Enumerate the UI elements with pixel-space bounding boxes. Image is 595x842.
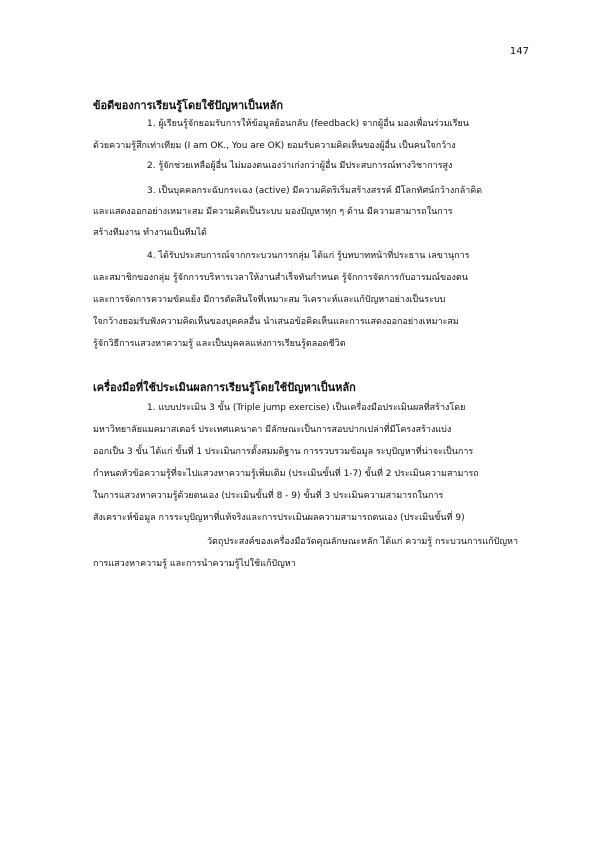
paragraph-line: สร้างทีมงาน ทำงานเป็นทีมได้ [93, 228, 207, 238]
paragraph-line: มหาวิทยาลัยแมคมาสเตอร์ ประเทศแคนาดา มีลักษณะเป็นการสอบปากเปล่าที่มีโครงสร้างแบ่ง [93, 425, 452, 435]
paragraph-line: กำหนดหัวข้อความรู้ที่จะไปแสวงหาความรู้เพิ่มเติม (ประเมินขั้นที่ 1-7) ขั้นที่ 2 ประเมินความสามารถ [93, 469, 479, 479]
paragraph-line: และแสดงออกอย่างเหมาะสม มีความคิดเป็นระบบ มองปัญหาทุก ๆ ด้าน มีความสามารถในการ [93, 207, 453, 217]
paragraph-line: สังเคราะห์ข้อมูล การระบุปัญหาที่แท้จริงและการประเมินผลความสามารถตนเอง (ประเมินขั้นที่ 9) [93, 513, 465, 523]
section-heading-advantages: ข้อดีของการเรียนรู้โดยใช้ปัญหาเป็นหลัก [93, 99, 284, 112]
paragraph-line: ในการแสวงหาความรู้ด้วยตนเอง (ประเมินขั้นที่ 8 - 9) ขั้นที่ 3 ประเมินความสามารถในการ [93, 491, 444, 501]
paragraph-line: วัตถุประสงค์ของเครื่องมือวัดคุณลักษณะหลัก ได้แก่ ความรู้ กระบวนการแก้ปัญหา [207, 537, 518, 547]
paragraph-line: การแสวงหาความรู้ และการนำความรู้ไปใช้แก้ปัญหา [93, 559, 296, 569]
section-heading-assessment-tools: เครื่องมือที่ใช้ประเมินผลการเรียนรู้โดยใช้ปัญหาเป็นหลัก [93, 381, 356, 394]
paragraph-line: 1. แบบประเมิน 3 ขั้น (Triple jump exercise) เป็นเครื่องมือประเมินผลที่สร้างโดย [147, 403, 466, 413]
paragraph-line: ออกเป็น 3 ขั้น ได้แก่ ขั้นที่ 1 ประเมินการตั้งสมมติฐาน การรวบรวมข้อมูล ระบุปัญหาที่น่าจะเป็นการ [93, 447, 474, 457]
paragraph-line: 1. ผู้เรียนรู้จักยอมรับการให้ข้อมูลย้อนกลับ (feedback) จากผู้อื่น มองเพื่อนร่วมเรียน [147, 119, 469, 129]
paragraph-line: 3. เป็นบุคคลกระฉับกระเฉง (active) มีความคิดริเริ่มสร้างสรรค์ มีโลกทัศน์กว้างกล้าคิด [147, 186, 483, 196]
paragraph-line: และการจัดการความขัดแย้ง มีการตัดสินใจที่เหมาะสม วิเคราะห์และแก้ปัญหาอย่างเป็นระบบ [93, 295, 446, 305]
paragraph-line: รู้จักวิธีการแสวงหาความรู้ และเป็นบุคคลแห่งการเรียนรู้ตลอดชีวิต [93, 339, 346, 349]
paragraph-line: ด้วยความรู้สึกเท่าเทียม (I am OK., You are OK) ยอมรับความคิดเห็นของผู้อื่น เป็นคนใจกว้าง [93, 141, 456, 151]
paragraph-line: และสมาชิกของกลุ่ม รู้จักการบริหารเวลาให้งานสำเร็จทันกำหนด รู้จักการจัดการกับอารมณ์ของตน [93, 273, 468, 283]
paragraph-line: ใจกว้างยอมรับฟังความคิดเห็นของบุคคลอื่น นำเสนอข้อคิดเห็นและการแสดงออกอย่างเหมาะสม [93, 317, 459, 327]
paragraph-line: 2. รู้จักช่วยเหลือผู้อื่น ไม่มองตนเองว่าเก่งกว่าผู้อื่น มีประสบการณ์ทางวิชาการสูง [147, 161, 453, 171]
paragraph-line: 4. ได้รับประสบการณ์จากกระบวนการกลุ่ม ได้แก่ รู้บทบาทหน้าที่ประธาน เลขานุการ [147, 251, 470, 261]
page-number: 147 [509, 46, 529, 57]
